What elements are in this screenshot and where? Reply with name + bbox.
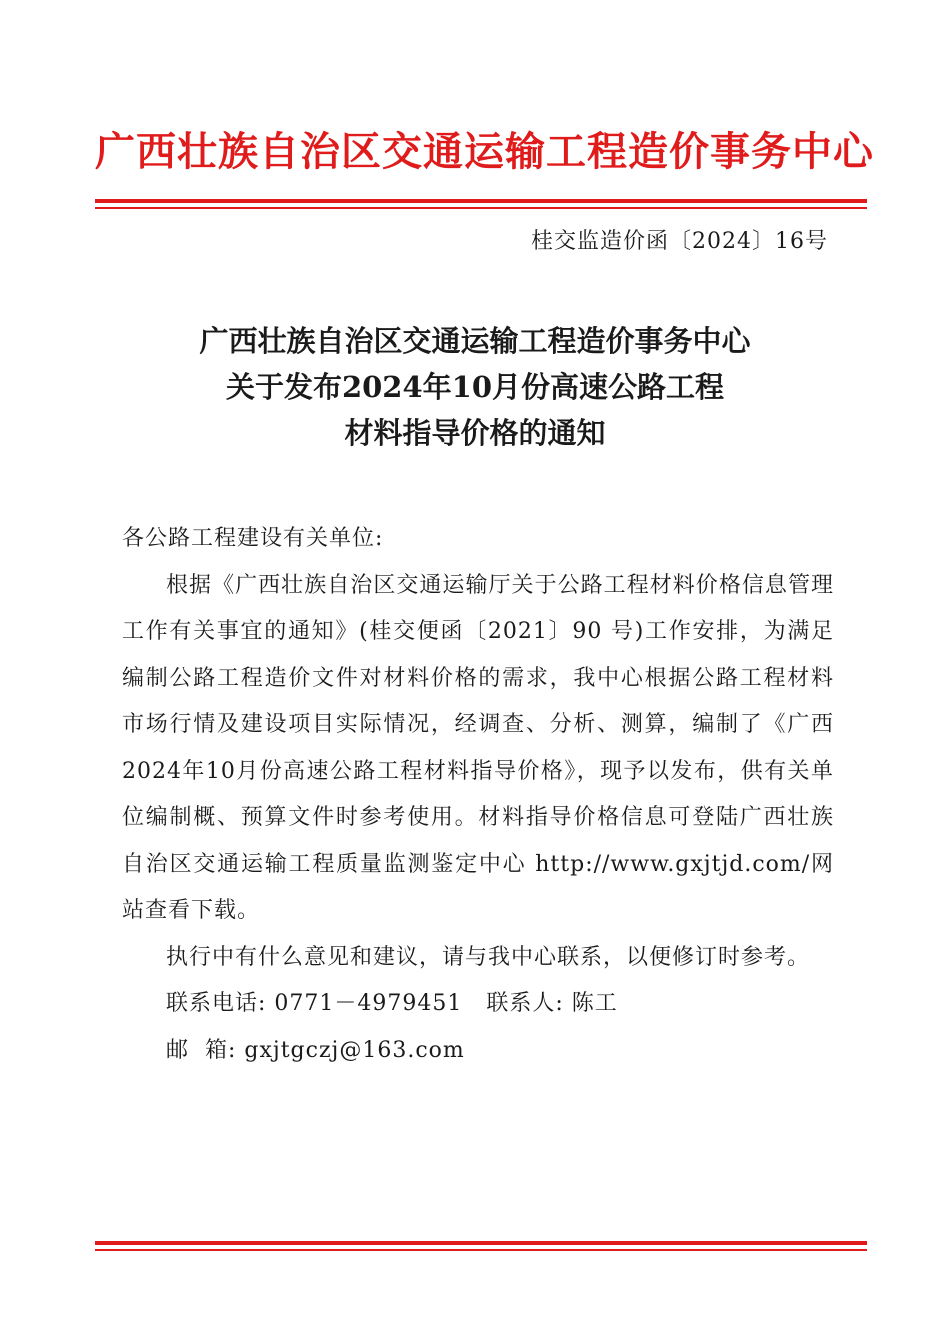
body-paragraph-2: 执行中有什么意见和建议，请与我中心联系，以便修订时参考。	[166, 944, 811, 970]
header-rule-thin	[95, 207, 867, 209]
header-red-rule	[95, 199, 867, 209]
document-number: 桂交监造价函〔2024〕16号	[531, 229, 828, 254]
contact-email-line	[122, 1028, 834, 1075]
phone-number: 0771－4979451	[274, 991, 463, 1016]
title-line-1: 广西壮族自治区交通运输工程造价事务中心	[199, 324, 751, 358]
email-address: gxjtgczj@163.com	[244, 1037, 465, 1063]
footer-rule-thin	[95, 1249, 867, 1251]
header-rule-thick	[95, 199, 867, 203]
title-line-2: 关于发布2024年10月份高速公路工程	[225, 370, 725, 404]
contact-person: 陈工	[571, 991, 618, 1016]
contact-phone-line	[122, 981, 834, 1028]
salutation: 各公路工程建设有关单位:	[122, 526, 384, 551]
footer-red-rule	[95, 1241, 867, 1251]
footer-rule-thick	[95, 1241, 867, 1245]
document-title	[95, 318, 855, 456]
body-paragraph-1: 根据《广西壮族自治区交通运输厅关于公路工程材料价格信息管理工作有关事宜的通知》(桂交便函〔2021〕90 号)工作安排，为满足编制公路工程造价文件对材料价格的需求，我中心根据公路工程材料市场行情及建设项目实际情况，经调查、分析、测算，编制了《广西2024年10月份高速公路工程材料指导价格》，现予以发布，供有关单位编制概、预算文件时参考使用。材料指导价格信息可登陆广西壮族自治区交通运输工程质量监测鉴定中心 http://www.gxjtjd.com/网站查看下载。	[122, 572, 834, 923]
email-label: 邮 箱:	[166, 1037, 237, 1063]
org-header-title: 广西壮族自治区交通运输工程造价事务中心	[95, 128, 874, 175]
document-body	[122, 516, 834, 1074]
title-line-3: 材料指导价格的通知	[344, 416, 606, 450]
contact-person-label: 联系人:	[486, 991, 564, 1016]
phone-label: 联系电话:	[166, 991, 267, 1016]
